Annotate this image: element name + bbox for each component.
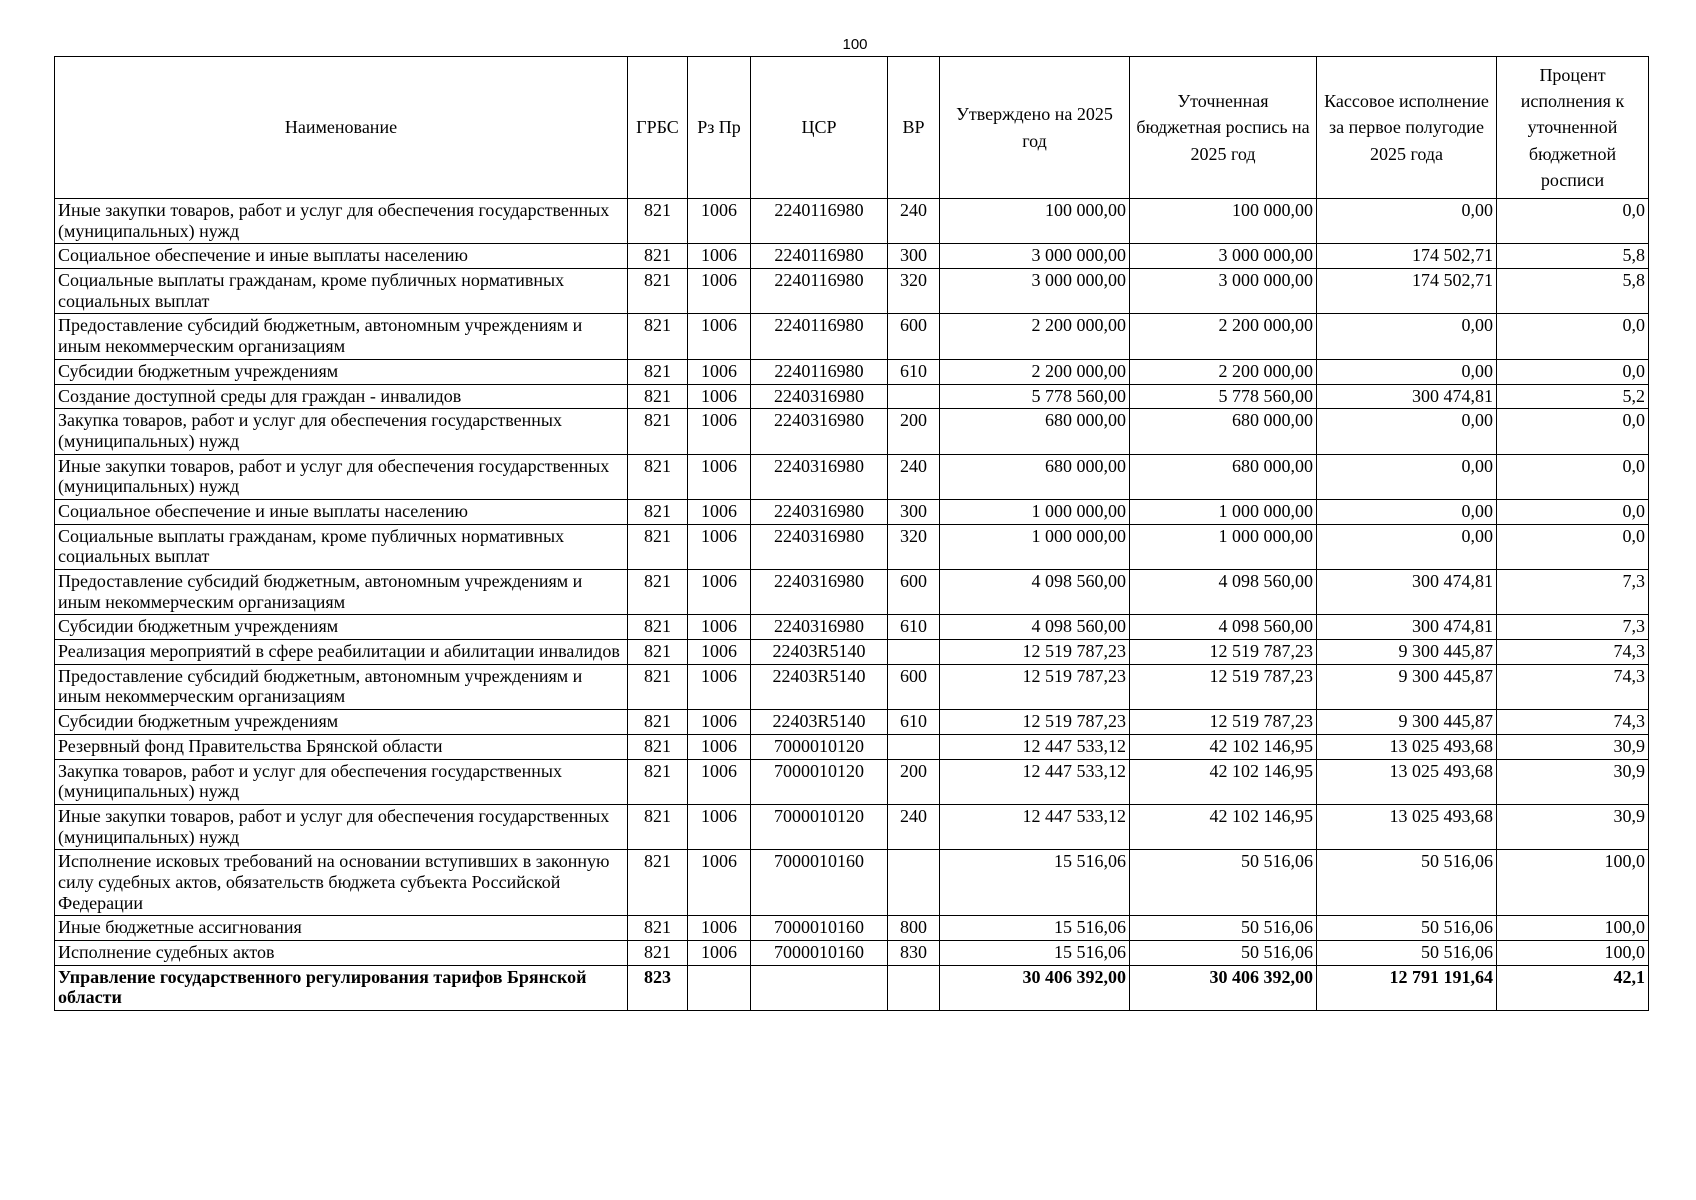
table-row [55,199,1649,244]
cell-approved: 12 447 533,12 [940,759,1130,804]
cell-approved: 4 098 560,00 [940,570,1130,615]
cell-approved: 15 516,06 [940,850,1130,916]
cell-vr: 300 [888,244,940,269]
cell-grbs: 821 [628,499,688,524]
cell-name: Иные закупки товаров, работ и услуг для обеспечения государственных (муниципальных) нужд [55,454,628,499]
cell-cash: 300 474,81 [1317,570,1497,615]
cell-rzpr: 1006 [688,244,751,269]
cell-vr: 240 [888,199,940,244]
cell-percent: 5,8 [1497,269,1649,314]
header-rzpr: Рз Пр [688,57,751,199]
cell-name: Иные закупки товаров, работ и услуг для обеспечения государственных (муниципальных) нужд [55,804,628,849]
cell-csr: 2240116980 [751,199,888,244]
cell-csr: 2240316980 [751,499,888,524]
cell-cash: 9 300 445,87 [1317,640,1497,665]
cell-percent: 30,9 [1497,734,1649,759]
cell-percent: 30,9 [1497,804,1649,849]
cell-cash: 13 025 493,68 [1317,804,1497,849]
cell-refined: 50 516,06 [1130,941,1317,966]
table-row [55,524,1649,569]
cell-rzpr: 1006 [688,759,751,804]
table-row [55,734,1649,759]
table-row [55,664,1649,709]
cell-grbs: 821 [628,409,688,454]
cell-rzpr: 1006 [688,359,751,384]
cell-refined: 4 098 560,00 [1130,615,1317,640]
cell-name: Управление государственного регулирования тарифов Брянской области [55,965,628,1010]
cell-name: Субсидии бюджетным учреждениям [55,710,628,735]
cell-refined: 5 778 560,00 [1130,384,1317,409]
header-csr: ЦСР [751,57,888,199]
cell-approved: 3 000 000,00 [940,269,1130,314]
cell-grbs: 821 [628,615,688,640]
cell-grbs: 821 [628,640,688,665]
cell-csr: 22403R5140 [751,710,888,735]
cell-refined: 2 200 000,00 [1130,314,1317,359]
cell-percent: 74,3 [1497,664,1649,709]
cell-name: Социальные выплаты гражданам, кроме публичных нормативных социальных выплат [55,524,628,569]
cell-percent: 0,0 [1497,199,1649,244]
cell-approved: 12 447 533,12 [940,734,1130,759]
cell-vr [888,734,940,759]
cell-refined: 2 200 000,00 [1130,359,1317,384]
cell-vr [888,850,940,916]
cell-rzpr: 1006 [688,384,751,409]
table-row [55,570,1649,615]
cell-vr: 600 [888,570,940,615]
table-row [55,850,1649,916]
table-header-row [55,57,1649,199]
cell-approved: 680 000,00 [940,454,1130,499]
cell-percent: 100,0 [1497,941,1649,966]
cell-grbs: 821 [628,244,688,269]
cell-refined: 42 102 146,95 [1130,734,1317,759]
cell-vr: 610 [888,710,940,735]
cell-vr: 320 [888,269,940,314]
cell-refined: 3 000 000,00 [1130,244,1317,269]
cell-csr: 7000010160 [751,850,888,916]
cell-refined: 3 000 000,00 [1130,269,1317,314]
cell-vr [888,965,940,1010]
cell-csr: 7000010120 [751,734,888,759]
cell-rzpr: 1006 [688,850,751,916]
cell-csr: 2240116980 [751,314,888,359]
cell-rzpr: 1006 [688,640,751,665]
cell-percent: 0,0 [1497,359,1649,384]
cell-csr: 2240116980 [751,359,888,384]
cell-vr: 800 [888,916,940,941]
cell-percent: 100,0 [1497,850,1649,916]
table-row [55,454,1649,499]
cell-rzpr: 1006 [688,570,751,615]
cell-vr [888,640,940,665]
cell-percent: 0,0 [1497,499,1649,524]
cell-cash: 12 791 191,64 [1317,965,1497,1010]
header-approved: Утверждено на 2025 год [940,57,1130,199]
cell-approved: 100 000,00 [940,199,1130,244]
cell-rzpr: 1006 [688,269,751,314]
cell-refined: 680 000,00 [1130,454,1317,499]
cell-name: Социальные выплаты гражданам, кроме публичных нормативных социальных выплат [55,269,628,314]
cell-approved: 2 200 000,00 [940,314,1130,359]
table-row [55,269,1649,314]
cell-grbs: 821 [628,314,688,359]
cell-percent: 0,0 [1497,314,1649,359]
cell-grbs: 821 [628,664,688,709]
cell-cash: 9 300 445,87 [1317,710,1497,735]
cell-grbs: 821 [628,941,688,966]
cell-cash: 13 025 493,68 [1317,734,1497,759]
cell-name: Исполнение судебных актов [55,941,628,966]
cell-cash: 13 025 493,68 [1317,759,1497,804]
cell-cash: 50 516,06 [1317,941,1497,966]
cell-cash: 174 502,71 [1317,244,1497,269]
cell-name: Реализация мероприятий в сфере реабилитации и абилитации инвалидов [55,640,628,665]
cell-refined: 12 519 787,23 [1130,640,1317,665]
cell-vr: 300 [888,499,940,524]
cell-grbs: 821 [628,199,688,244]
cell-cash: 50 516,06 [1317,916,1497,941]
table-row [55,640,1649,665]
table-body [55,199,1649,1011]
cell-vr: 240 [888,454,940,499]
cell-percent: 7,3 [1497,615,1649,640]
cell-grbs: 821 [628,359,688,384]
cell-rzpr: 1006 [688,409,751,454]
table-row [55,499,1649,524]
cell-percent: 74,3 [1497,640,1649,665]
cell-csr: 2240316980 [751,454,888,499]
cell-cash: 0,00 [1317,454,1497,499]
cell-vr: 200 [888,759,940,804]
cell-csr: 2240316980 [751,384,888,409]
cell-rzpr: 1006 [688,524,751,569]
cell-rzpr: 1006 [688,804,751,849]
cell-name: Предоставление субсидий бюджетным, автономным учреждениям и иным некоммерческим организациям [55,570,628,615]
cell-percent: 74,3 [1497,710,1649,735]
cell-rzpr: 1006 [688,199,751,244]
cell-rzpr: 1006 [688,916,751,941]
cell-approved: 12 519 787,23 [940,664,1130,709]
cell-approved: 30 406 392,00 [940,965,1130,1010]
cell-cash: 0,00 [1317,314,1497,359]
cell-approved: 2 200 000,00 [940,359,1130,384]
cell-name: Предоставление субсидий бюджетным, автономным учреждениям и иным некоммерческим организациям [55,314,628,359]
cell-grbs: 821 [628,570,688,615]
cell-rzpr: 1006 [688,499,751,524]
table-row [55,804,1649,849]
cell-name: Исполнение исковых требований на основании вступивших в законную силу судебных актов, обязательств бюджета субъекта Российской Федерации [55,850,628,916]
header-name: Наименование [55,57,628,199]
header-refined: Уточненная бюджетная роспись на 2025 год [1130,57,1317,199]
cell-cash: 0,00 [1317,499,1497,524]
cell-percent: 100,0 [1497,916,1649,941]
cell-approved: 1 000 000,00 [940,499,1130,524]
cell-refined: 30 406 392,00 [1130,965,1317,1010]
cell-refined: 12 519 787,23 [1130,664,1317,709]
cell-name: Иные закупки товаров, работ и услуг для обеспечения государственных (муниципальных) нужд [55,199,628,244]
cell-name: Социальное обеспечение и иные выплаты населению [55,499,628,524]
cell-rzpr: 1006 [688,941,751,966]
cell-approved: 12 519 787,23 [940,710,1130,735]
cell-refined: 1 000 000,00 [1130,499,1317,524]
cell-csr: 7000010160 [751,941,888,966]
table-row [55,759,1649,804]
cell-csr: 7000010120 [751,804,888,849]
cell-grbs: 821 [628,269,688,314]
cell-csr [751,965,888,1010]
cell-rzpr: 1006 [688,710,751,735]
cell-grbs: 823 [628,965,688,1010]
cell-name: Социальное обеспечение и иные выплаты населению [55,244,628,269]
cell-grbs: 821 [628,804,688,849]
cell-approved: 680 000,00 [940,409,1130,454]
cell-percent: 5,2 [1497,384,1649,409]
cell-vr [888,384,940,409]
cell-grbs: 821 [628,524,688,569]
cell-refined: 100 000,00 [1130,199,1317,244]
cell-approved: 4 098 560,00 [940,615,1130,640]
table-row [55,941,1649,966]
cell-vr: 830 [888,941,940,966]
cell-cash: 0,00 [1317,409,1497,454]
cell-grbs: 821 [628,916,688,941]
cell-rzpr: 1006 [688,664,751,709]
cell-cash: 9 300 445,87 [1317,664,1497,709]
cell-grbs: 821 [628,759,688,804]
cell-approved: 12 519 787,23 [940,640,1130,665]
cell-csr: 7000010160 [751,916,888,941]
budget-table [54,56,1649,1011]
cell-name: Закупка товаров, работ и услуг для обеспечения государственных (муниципальных) нужд [55,759,628,804]
cell-vr: 200 [888,409,940,454]
table-row [55,965,1649,1010]
cell-name: Резервный фонд Правительства Брянской области [55,734,628,759]
table-row [55,314,1649,359]
cell-grbs: 821 [628,850,688,916]
cell-grbs: 821 [628,734,688,759]
cell-percent: 7,3 [1497,570,1649,615]
cell-percent: 30,9 [1497,759,1649,804]
cell-cash: 300 474,81 [1317,384,1497,409]
cell-csr: 2240116980 [751,269,888,314]
cell-vr: 240 [888,804,940,849]
cell-csr: 2240316980 [751,409,888,454]
cell-approved: 3 000 000,00 [940,244,1130,269]
cell-approved: 5 778 560,00 [940,384,1130,409]
cell-approved: 12 447 533,12 [940,804,1130,849]
cell-percent: 0,0 [1497,409,1649,454]
cell-refined: 42 102 146,95 [1130,804,1317,849]
cell-cash: 50 516,06 [1317,850,1497,916]
cell-percent: 0,0 [1497,524,1649,569]
cell-refined: 42 102 146,95 [1130,759,1317,804]
cell-cash: 174 502,71 [1317,269,1497,314]
cell-name: Предоставление субсидий бюджетным, автономным учреждениям и иным некоммерческим организациям [55,664,628,709]
cell-percent: 0,0 [1497,454,1649,499]
page-number: 100 [842,36,868,53]
cell-refined: 50 516,06 [1130,850,1317,916]
cell-grbs: 821 [628,710,688,735]
cell-rzpr: 1006 [688,454,751,499]
cell-csr: 2240316980 [751,524,888,569]
cell-rzpr: 1006 [688,314,751,359]
cell-name: Иные бюджетные ассигнования [55,916,628,941]
table-row [55,409,1649,454]
cell-percent: 5,8 [1497,244,1649,269]
cell-vr: 610 [888,359,940,384]
cell-csr: 2240316980 [751,570,888,615]
cell-refined: 680 000,00 [1130,409,1317,454]
cell-csr: 7000010120 [751,759,888,804]
cell-csr: 2240316980 [751,615,888,640]
cell-approved: 1 000 000,00 [940,524,1130,569]
cell-vr: 600 [888,664,940,709]
cell-refined: 50 516,06 [1130,916,1317,941]
cell-cash: 0,00 [1317,359,1497,384]
table-row [55,916,1649,941]
header-vr: ВР [888,57,940,199]
cell-name: Субсидии бюджетным учреждениям [55,359,628,384]
header-cash: Кассовое исполнение за первое полугодие 2025 года [1317,57,1497,199]
cell-vr: 610 [888,615,940,640]
cell-grbs: 821 [628,384,688,409]
table-row [55,244,1649,269]
cell-name: Субсидии бюджетным учреждениям [55,615,628,640]
cell-csr: 22403R5140 [751,664,888,709]
cell-refined: 1 000 000,00 [1130,524,1317,569]
cell-cash: 0,00 [1317,199,1497,244]
cell-vr: 600 [888,314,940,359]
cell-refined: 12 519 787,23 [1130,710,1317,735]
cell-csr: 2240116980 [751,244,888,269]
cell-rzpr: 1006 [688,615,751,640]
table-row [55,359,1649,384]
header-percent: Процент исполнения к уточненной бюджетной росписи [1497,57,1649,199]
cell-grbs: 821 [628,454,688,499]
cell-cash: 300 474,81 [1317,615,1497,640]
cell-csr: 22403R5140 [751,640,888,665]
cell-name: Создание доступной среды для граждан - инвалидов [55,384,628,409]
cell-approved: 15 516,06 [940,916,1130,941]
header-grbs: ГРБС [628,57,688,199]
cell-rzpr [688,965,751,1010]
cell-name: Закупка товаров, работ и услуг для обеспечения государственных (муниципальных) нужд [55,409,628,454]
cell-vr: 320 [888,524,940,569]
cell-refined: 4 098 560,00 [1130,570,1317,615]
cell-approved: 15 516,06 [940,941,1130,966]
cell-rzpr: 1006 [688,734,751,759]
table-row [55,710,1649,735]
cell-percent: 42,1 [1497,965,1649,1010]
cell-cash: 0,00 [1317,524,1497,569]
table-row [55,615,1649,640]
table-row [55,384,1649,409]
